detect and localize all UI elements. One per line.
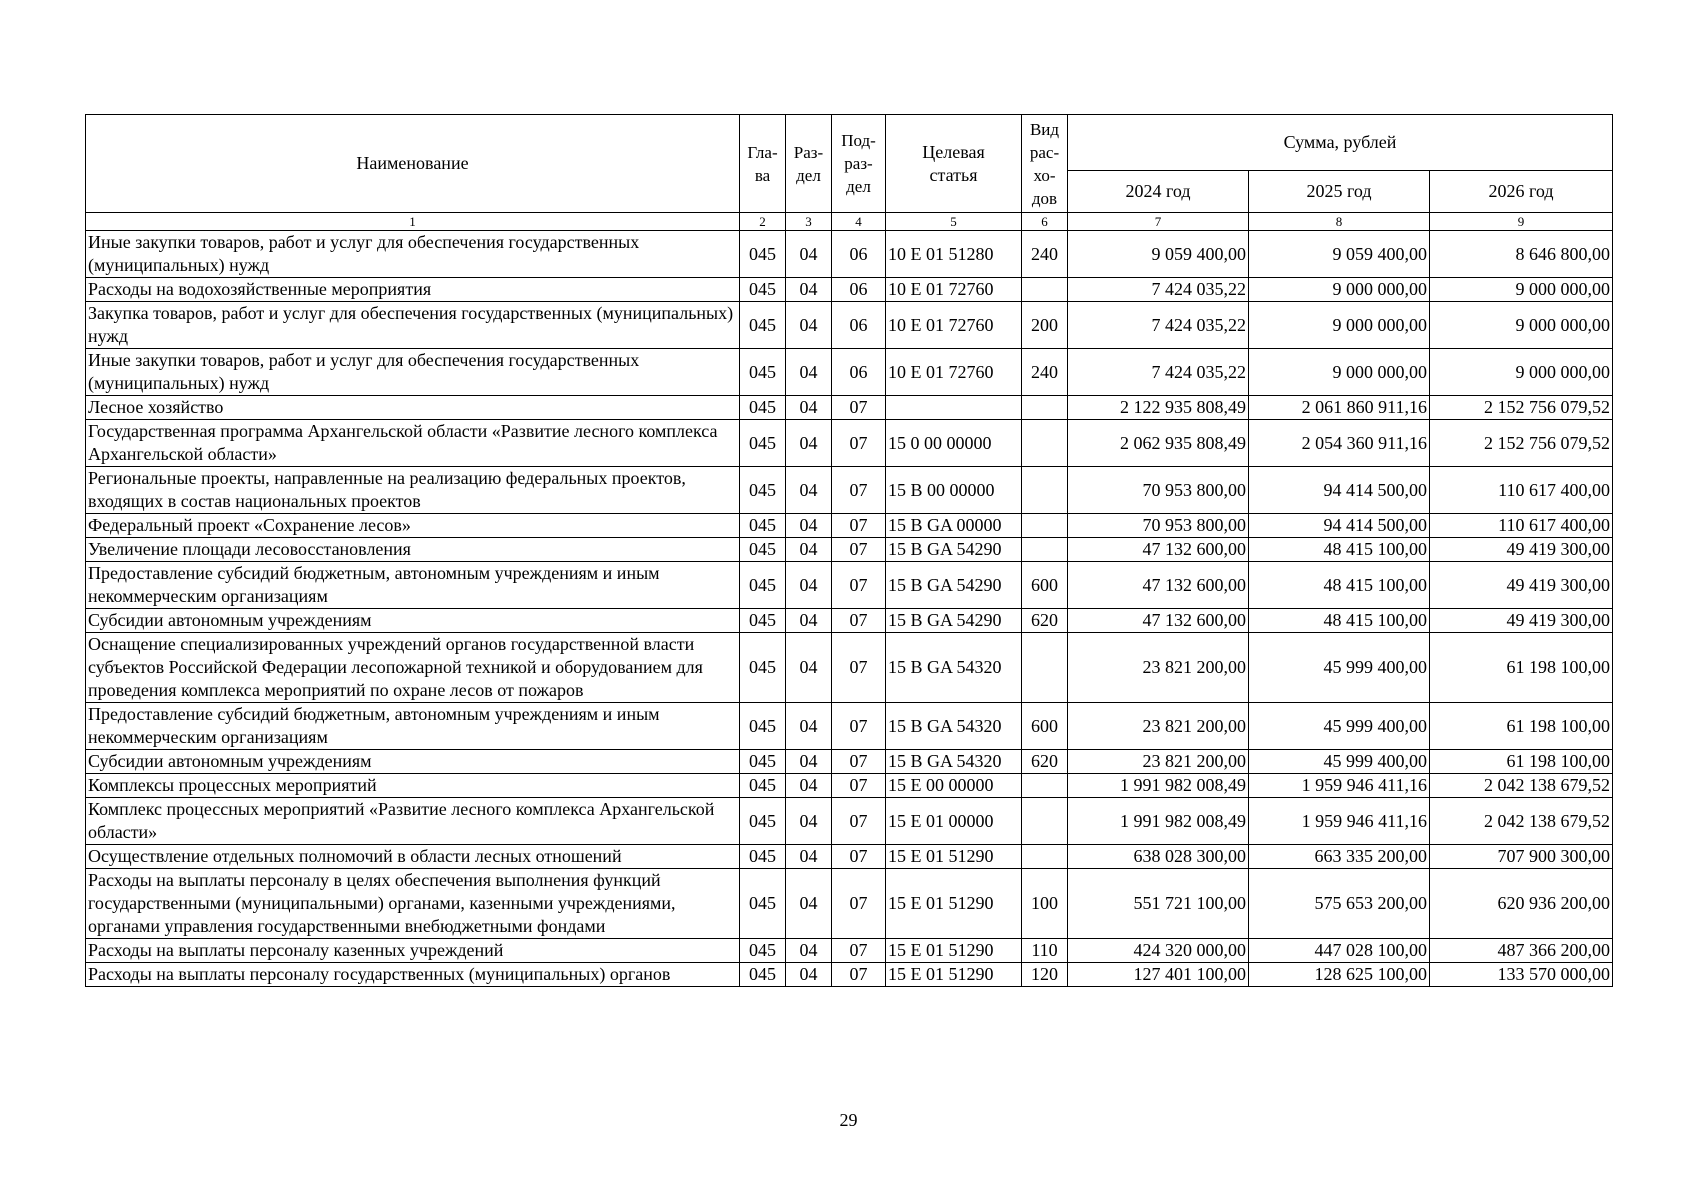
table-row <box>86 609 1613 633</box>
row-name: Расходы на выплаты персоналу государственных (муниципальных) органов <box>86 963 740 987</box>
row-podrazdel: 07 <box>832 845 886 869</box>
row-celevaya-statya: 15 В GA 54290 <box>886 609 1022 633</box>
row-sum-2025: 94 414 500,00 <box>1249 467 1430 514</box>
row-glava: 045 <box>740 609 786 633</box>
row-razdel: 04 <box>786 396 832 420</box>
row-name: Предоставление субсидий бюджетным, автономным учреждениям и иным некоммерческим организациям <box>86 562 740 609</box>
row-name: Расходы на выплаты персоналу казенных учреждений <box>86 939 740 963</box>
column-number: 9 <box>1430 213 1613 231</box>
table-row <box>86 514 1613 538</box>
row-celevaya-statya: 10 Е 01 51280 <box>886 231 1022 278</box>
row-glava: 045 <box>740 396 786 420</box>
row-celevaya-statya: 15 В 00 00000 <box>886 467 1022 514</box>
row-podrazdel: 07 <box>832 750 886 774</box>
row-razdel: 04 <box>786 939 832 963</box>
table-row <box>86 798 1613 845</box>
row-sum-2026: 61 198 100,00 <box>1430 750 1613 774</box>
row-sum-2025: 48 415 100,00 <box>1249 538 1430 562</box>
row-celevaya-statya: 15 В GA 54290 <box>886 562 1022 609</box>
table-row <box>86 538 1613 562</box>
row-name: Региональные проекты, направленные на реализацию федеральных проектов, входящих в состав национальных проектов <box>86 467 740 514</box>
row-sum-2026: 487 366 200,00 <box>1430 939 1613 963</box>
table-row <box>86 420 1613 467</box>
table-row <box>86 302 1613 349</box>
row-vid-rashodov: 600 <box>1022 562 1068 609</box>
row-sum-2025: 9 000 000,00 <box>1249 302 1430 349</box>
row-sum-2026: 61 198 100,00 <box>1430 633 1613 703</box>
table-header <box>86 115 1613 231</box>
row-razdel: 04 <box>786 774 832 798</box>
table-row <box>86 349 1613 396</box>
row-sum-2024: 9 059 400,00 <box>1068 231 1249 278</box>
header-glava: Гла- ва <box>740 115 786 213</box>
row-celevaya-statya: 10 Е 01 72760 <box>886 302 1022 349</box>
row-celevaya-statya <box>886 396 1022 420</box>
row-vid-rashodov <box>1022 467 1068 514</box>
row-sum-2025: 1 959 946 411,16 <box>1249 798 1430 845</box>
row-podrazdel: 07 <box>832 396 886 420</box>
row-name: Предоставление субсидий бюджетным, автономным учреждениям и иным некоммерческим организациям <box>86 703 740 750</box>
row-sum-2025: 45 999 400,00 <box>1249 703 1430 750</box>
row-razdel: 04 <box>786 420 832 467</box>
row-sum-2026: 2 152 756 079,52 <box>1430 420 1613 467</box>
row-glava: 045 <box>740 750 786 774</box>
row-vid-rashodov: 620 <box>1022 750 1068 774</box>
row-name: Лесное хозяйство <box>86 396 740 420</box>
row-celevaya-statya: 10 Е 01 72760 <box>886 349 1022 396</box>
row-podrazdel: 07 <box>832 963 886 987</box>
row-name: Увеличение площади лесовосстановления <box>86 538 740 562</box>
row-podrazdel: 06 <box>832 278 886 302</box>
row-glava: 045 <box>740 703 786 750</box>
row-glava: 045 <box>740 774 786 798</box>
column-number-row <box>86 213 1613 231</box>
row-podrazdel: 07 <box>832 939 886 963</box>
row-podrazdel: 07 <box>832 562 886 609</box>
row-podrazdel: 06 <box>832 231 886 278</box>
row-sum-2026: 110 617 400,00 <box>1430 514 1613 538</box>
header-vid-rashodov: Вид рас- хо- дов <box>1022 115 1068 213</box>
row-podrazdel: 07 <box>832 633 886 703</box>
row-vid-rashodov: 120 <box>1022 963 1068 987</box>
row-name: Государственная программа Архангельской области «Развитие лесного комплекса Архангельской области» <box>86 420 740 467</box>
row-celevaya-statya: 10 Е 01 72760 <box>886 278 1022 302</box>
row-sum-2025: 45 999 400,00 <box>1249 633 1430 703</box>
row-sum-2024: 551 721 100,00 <box>1068 869 1249 939</box>
row-glava: 045 <box>740 845 786 869</box>
row-name: Осуществление отдельных полномочий в области лесных отношений <box>86 845 740 869</box>
row-sum-2024: 70 953 800,00 <box>1068 467 1249 514</box>
row-sum-2024: 7 424 035,22 <box>1068 349 1249 396</box>
row-razdel: 04 <box>786 538 832 562</box>
header-year-2026: 2026 год <box>1430 171 1613 213</box>
row-vid-rashodov: 620 <box>1022 609 1068 633</box>
row-sum-2024: 7 424 035,22 <box>1068 278 1249 302</box>
table-row <box>86 703 1613 750</box>
row-celevaya-statya: 15 В GA 54320 <box>886 703 1022 750</box>
page-number: 29 <box>839 1110 858 1130</box>
row-razdel: 04 <box>786 562 832 609</box>
row-sum-2026: 49 419 300,00 <box>1430 609 1613 633</box>
row-razdel: 04 <box>786 349 832 396</box>
row-glava: 045 <box>740 869 786 939</box>
row-razdel: 04 <box>786 869 832 939</box>
header-year-2024: 2024 год <box>1068 171 1249 213</box>
row-sum-2024: 2 062 935 808,49 <box>1068 420 1249 467</box>
row-vid-rashodov <box>1022 798 1068 845</box>
row-sum-2026: 133 570 000,00 <box>1430 963 1613 987</box>
row-celevaya-statya: 15 Е 01 51290 <box>886 869 1022 939</box>
row-sum-2025: 2 061 860 911,16 <box>1249 396 1430 420</box>
row-razdel: 04 <box>786 609 832 633</box>
row-vid-rashodov: 200 <box>1022 302 1068 349</box>
row-podrazdel: 07 <box>832 798 886 845</box>
row-sum-2024: 70 953 800,00 <box>1068 514 1249 538</box>
row-vid-rashodov: 110 <box>1022 939 1068 963</box>
row-podrazdel: 07 <box>832 514 886 538</box>
row-podrazdel: 07 <box>832 609 886 633</box>
row-sum-2026: 9 000 000,00 <box>1430 302 1613 349</box>
row-name: Федеральный проект «Сохранение лесов» <box>86 514 740 538</box>
row-podrazdel: 06 <box>832 349 886 396</box>
row-sum-2025: 45 999 400,00 <box>1249 750 1430 774</box>
row-sum-2025: 663 335 200,00 <box>1249 845 1430 869</box>
row-vid-rashodov: 600 <box>1022 703 1068 750</box>
row-glava: 045 <box>740 349 786 396</box>
row-sum-2026: 707 900 300,00 <box>1430 845 1613 869</box>
row-vid-rashodov <box>1022 774 1068 798</box>
header-razdel: Раз- дел <box>786 115 832 213</box>
table-body <box>86 231 1613 987</box>
row-sum-2026: 49 419 300,00 <box>1430 562 1613 609</box>
row-name: Расходы на выплаты персоналу в целях обеспечения выполнения функций государственными (муниципальными) органами, казенными учреждениями, органами управления государственными внебюджетными фондами <box>86 869 740 939</box>
row-sum-2026: 110 617 400,00 <box>1430 467 1613 514</box>
row-glava: 045 <box>740 302 786 349</box>
row-celevaya-statya: 15 В GA 54320 <box>886 633 1022 703</box>
row-sum-2025: 128 625 100,00 <box>1249 963 1430 987</box>
row-celevaya-statya: 15 0 00 00000 <box>886 420 1022 467</box>
row-razdel: 04 <box>786 750 832 774</box>
row-glava: 045 <box>740 231 786 278</box>
row-glava: 045 <box>740 467 786 514</box>
header-celevaya-statya: Целевая статья <box>886 115 1022 213</box>
row-razdel: 04 <box>786 845 832 869</box>
row-razdel: 04 <box>786 633 832 703</box>
row-glava: 045 <box>740 798 786 845</box>
header-summa: Сумма, рублей <box>1068 115 1613 171</box>
row-glava: 045 <box>740 562 786 609</box>
column-number: 2 <box>740 213 786 231</box>
table-row <box>86 562 1613 609</box>
row-glava: 045 <box>740 278 786 302</box>
row-vid-rashodov: 100 <box>1022 869 1068 939</box>
row-sum-2025: 48 415 100,00 <box>1249 562 1430 609</box>
row-razdel: 04 <box>786 278 832 302</box>
table-row <box>86 278 1613 302</box>
row-celevaya-statya: 15 Е 01 00000 <box>886 798 1022 845</box>
budget-table <box>85 114 1613 987</box>
row-sum-2024: 7 424 035,22 <box>1068 302 1249 349</box>
row-sum-2025: 94 414 500,00 <box>1249 514 1430 538</box>
row-sum-2024: 23 821 200,00 <box>1068 750 1249 774</box>
header-name: Наименование <box>86 115 740 213</box>
row-celevaya-statya: 15 В GA 00000 <box>886 514 1022 538</box>
column-number: 4 <box>832 213 886 231</box>
row-name: Оснащение специализированных учреждений органов государственной власти субъектов Российской Федерации лесопожарной техникой и оборудованием для проведения комплекса мероприятий по охране лесов от пожаров <box>86 633 740 703</box>
row-sum-2024: 47 132 600,00 <box>1068 562 1249 609</box>
row-sum-2026: 620 936 200,00 <box>1430 869 1613 939</box>
row-podrazdel: 06 <box>832 302 886 349</box>
table-row <box>86 845 1613 869</box>
row-glava: 045 <box>740 939 786 963</box>
row-name: Комплекс процессных мероприятий «Развитие лесного комплекса Архангельской области» <box>86 798 740 845</box>
row-celevaya-statya: 15 Е 01 51290 <box>886 939 1022 963</box>
row-sum-2026: 49 419 300,00 <box>1430 538 1613 562</box>
row-sum-2024: 47 132 600,00 <box>1068 609 1249 633</box>
row-glava: 045 <box>740 633 786 703</box>
row-name: Субсидии автономным учреждениям <box>86 750 740 774</box>
row-sum-2024: 47 132 600,00 <box>1068 538 1249 562</box>
row-sum-2024: 127 401 100,00 <box>1068 963 1249 987</box>
row-glava: 045 <box>740 420 786 467</box>
column-number: 7 <box>1068 213 1249 231</box>
row-vid-rashodov <box>1022 396 1068 420</box>
row-name: Расходы на водохозяйственные мероприятия <box>86 278 740 302</box>
table-row <box>86 939 1613 963</box>
row-razdel: 04 <box>786 231 832 278</box>
row-name: Закупка товаров, работ и услуг для обеспечения государственных (муниципальных) нужд <box>86 302 740 349</box>
row-name: Иные закупки товаров, работ и услуг для обеспечения государственных (муниципальных) нужд <box>86 349 740 396</box>
row-sum-2025: 2 054 360 911,16 <box>1249 420 1430 467</box>
row-vid-rashodov: 240 <box>1022 349 1068 396</box>
row-vid-rashodov <box>1022 514 1068 538</box>
row-razdel: 04 <box>786 798 832 845</box>
row-glava: 045 <box>740 538 786 562</box>
row-razdel: 04 <box>786 963 832 987</box>
table-row <box>86 396 1613 420</box>
row-sum-2025: 575 653 200,00 <box>1249 869 1430 939</box>
table-row <box>86 869 1613 939</box>
row-vid-rashodov <box>1022 538 1068 562</box>
row-podrazdel: 07 <box>832 420 886 467</box>
row-podrazdel: 07 <box>832 869 886 939</box>
table-row <box>86 231 1613 278</box>
row-vid-rashodov <box>1022 845 1068 869</box>
row-name: Субсидии автономным учреждениям <box>86 609 740 633</box>
table-row <box>86 633 1613 703</box>
column-number: 3 <box>786 213 832 231</box>
column-number: 6 <box>1022 213 1068 231</box>
row-vid-rashodov <box>1022 420 1068 467</box>
row-sum-2024: 1 991 982 008,49 <box>1068 774 1249 798</box>
table-row <box>86 750 1613 774</box>
row-podrazdel: 07 <box>832 467 886 514</box>
column-number: 1 <box>86 213 740 231</box>
row-celevaya-statya: 15 Е 01 51290 <box>886 963 1022 987</box>
row-sum-2026: 2 152 756 079,52 <box>1430 396 1613 420</box>
row-sum-2025: 1 959 946 411,16 <box>1249 774 1430 798</box>
row-razdel: 04 <box>786 703 832 750</box>
row-name: Комплексы процессных мероприятий <box>86 774 740 798</box>
row-sum-2024: 1 991 982 008,49 <box>1068 798 1249 845</box>
row-razdel: 04 <box>786 467 832 514</box>
row-sum-2026: 9 000 000,00 <box>1430 278 1613 302</box>
row-sum-2026: 8 646 800,00 <box>1430 231 1613 278</box>
column-number: 8 <box>1249 213 1430 231</box>
row-sum-2024: 638 028 300,00 <box>1068 845 1249 869</box>
row-vid-rashodov <box>1022 278 1068 302</box>
row-celevaya-statya: 15 В GA 54290 <box>886 538 1022 562</box>
row-sum-2024: 23 821 200,00 <box>1068 633 1249 703</box>
row-celevaya-statya: 15 Е 00 00000 <box>886 774 1022 798</box>
row-name: Иные закупки товаров, работ и услуг для обеспечения государственных (муниципальных) нужд <box>86 231 740 278</box>
row-vid-rashodov <box>1022 633 1068 703</box>
row-sum-2025: 447 028 100,00 <box>1249 939 1430 963</box>
row-celevaya-statya: 15 Е 01 51290 <box>886 845 1022 869</box>
table-row <box>86 774 1613 798</box>
header-year-2025: 2025 год <box>1249 171 1430 213</box>
row-podrazdel: 07 <box>832 774 886 798</box>
column-number: 5 <box>886 213 1022 231</box>
header-podrazdel: Под- раз- дел <box>832 115 886 213</box>
row-sum-2026: 2 042 138 679,52 <box>1430 774 1613 798</box>
row-sum-2026: 2 042 138 679,52 <box>1430 798 1613 845</box>
row-razdel: 04 <box>786 302 832 349</box>
table-row <box>86 467 1613 514</box>
row-celevaya-statya: 15 В GA 54320 <box>886 750 1022 774</box>
row-vid-rashodov: 240 <box>1022 231 1068 278</box>
table-row <box>86 963 1613 987</box>
row-sum-2025: 9 000 000,00 <box>1249 278 1430 302</box>
row-sum-2025: 9 000 000,00 <box>1249 349 1430 396</box>
row-sum-2024: 23 821 200,00 <box>1068 703 1249 750</box>
row-razdel: 04 <box>786 514 832 538</box>
row-sum-2026: 9 000 000,00 <box>1430 349 1613 396</box>
row-sum-2026: 61 198 100,00 <box>1430 703 1613 750</box>
row-sum-2025: 9 059 400,00 <box>1249 231 1430 278</box>
row-glava: 045 <box>740 514 786 538</box>
row-sum-2025: 48 415 100,00 <box>1249 609 1430 633</box>
row-sum-2024: 2 122 935 808,49 <box>1068 396 1249 420</box>
row-sum-2024: 424 320 000,00 <box>1068 939 1249 963</box>
row-podrazdel: 07 <box>832 703 886 750</box>
row-podrazdel: 07 <box>832 538 886 562</box>
row-glava: 045 <box>740 963 786 987</box>
